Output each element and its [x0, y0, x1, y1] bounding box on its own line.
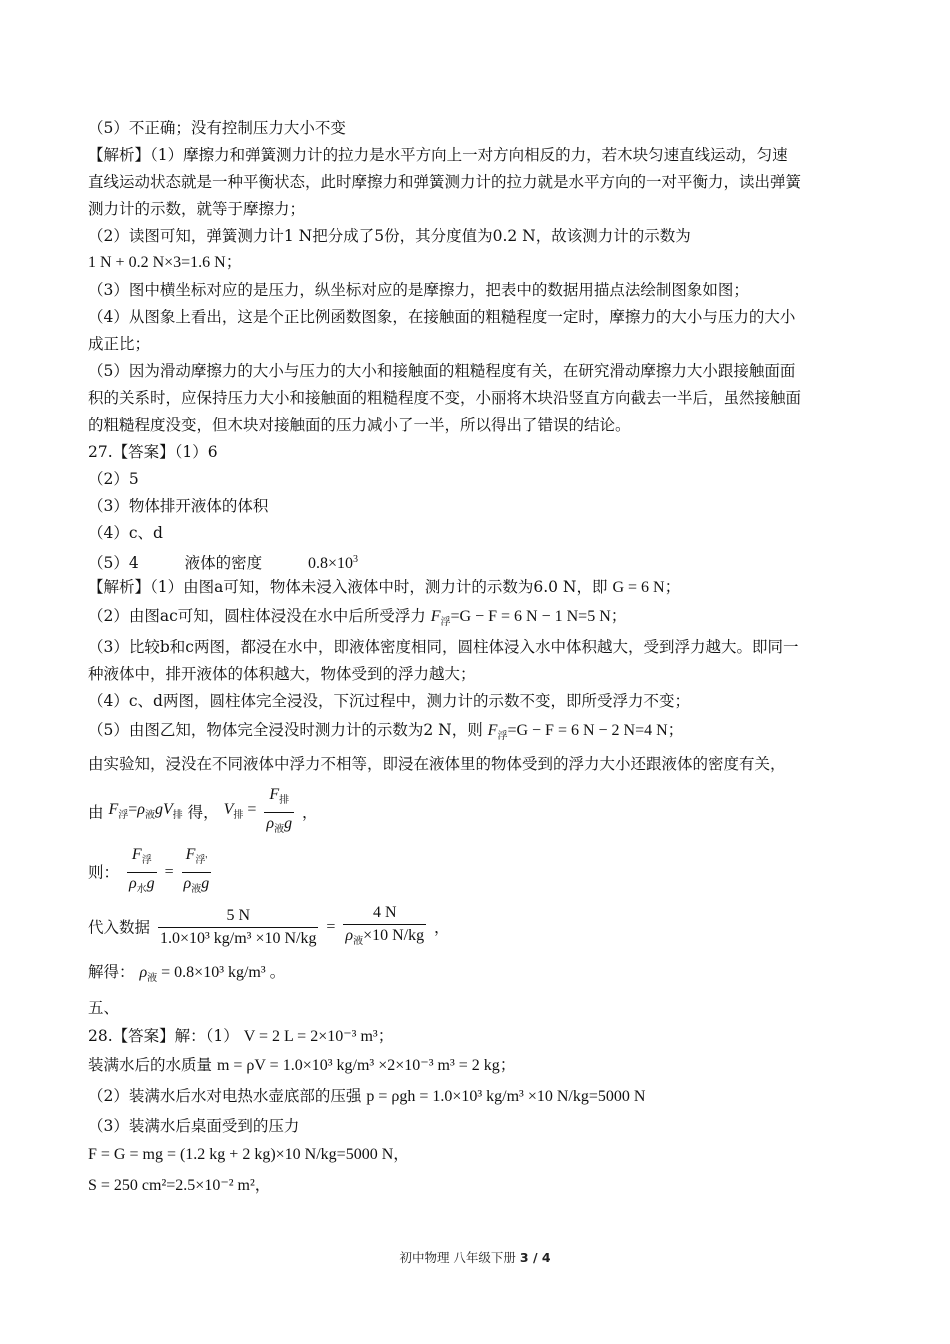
text-line: （5）因为滑动摩擦力的大小与压力的大小和接触面的粗糙程度有关，在研究滑动摩擦力大小跟接触面面 [88, 362, 796, 380]
answer-heading: 27.【答案】（1）6 [88, 443, 218, 461]
text-line: 【解析】（1）摩擦力和弹簧测力计的拉力是水平方向上一对方向相反的力，若木块匀速直线运动，匀速 [88, 146, 788, 164]
text-line: 由实验知，浸没在不同液体中浮力不相等，即浸在液体里的物体受到的浮力大小还跟液体的密度有关， [88, 755, 786, 773]
answer-part: $0.8\times 10^3$ [308, 554, 359, 572]
fraction: $\frac{4 N}{\rho_液\times 10 N/kg}$ [345, 904, 425, 947]
text-line: （5）由图乙知，物体完全浸没时测力计的示数为2 N，则 $F_浮=G - F = 6$ N − 2 N=4 N； [88, 721, 684, 742]
text-line: （4）c、d [88, 524, 163, 542]
page-footer [0, 1248, 950, 1266]
fraction: $\frac{5 N}{\text{1.0×10³ kg/m³ ×10 N/kg}}$ [159, 907, 317, 947]
text-line: 成正比； [88, 335, 151, 353]
text-line: 直线运动状态就是一种平衡状态，此时摩擦力和弹簧测力计的拉力就是水平方向的一对平衡力，读出弹簧 [88, 173, 802, 191]
section-heading: 五、 [88, 999, 120, 1017]
text-line: （4）c、d两图，圆柱体完全浸没，下沉过程中，测力计的示数不变，即所受浮力不变； [88, 692, 690, 710]
text-line: 【解析】（1）由图a可知，物体未浸入液体中时，测力计的示数为6.0 N，即 G = 6 N； [88, 578, 681, 596]
text-line: （2）由图ac可知，圆柱体浸没在水中后所受浮力 $F_浮=G - F = 6$ N − 1 N=5 N； [88, 607, 627, 628]
text-line: F = G = mg = (1.2 kg + 2 kg)×10 N/kg=5000 N， [88, 1146, 410, 1163]
formula-line: 由 $F_浮=\rho_液gV_排$ 得， $V_排$ = $\frac{F_排}{\rho_液g}$ ， [88, 786, 318, 839]
answer-part: 液体的密度 [184, 554, 263, 572]
fraction: $\frac{F_浮}{\rho_水g}$ [128, 846, 155, 895]
text-line: （4）从图象上看出，这是个正比例函数图象，在接触面的粗糙程度一定时，摩擦力的大小与压力的大小 [88, 308, 796, 326]
answer-part: （5）4 [88, 554, 139, 572]
text-line: （3）装满水后桌面受到的压力 [88, 1117, 300, 1135]
formula-line: 则： $\frac{F_浮}{\rho_水g}$ = $\frac{F_{浮'}}{\rho_液g}$ [88, 846, 214, 899]
text-line: （2）装满水后水对电热水壶底部的压强 p = ρgh = 1.0×10³ kg/m³ ×10 N/kg=5000 N [88, 1087, 646, 1105]
text-line: （3）物体排开液体的体积 [88, 497, 269, 515]
formula-line: 代入数据 $\frac{5 N}{\text{1.0×10³ kg/m³ ×10 N/kg}}$ = $\frac{4 N}{\rho_液\times 10 N/kg}$ ， [88, 904, 450, 951]
text-line: （2）读图可知，弹簧测力计1 N把分成了5份，其分度值为0.2 N，故该测力计的示数为 [88, 227, 691, 245]
text-line: 种液体中，排开液体的体积越大，物体受到的浮力越大； [88, 665, 476, 683]
text-line [88, 550, 358, 574]
text-line: 积的关系时，应保持压力大小和接触面的粗糙程度不变，小丽将木块沿竖直方向截去一半后，虽然接触面 [88, 389, 802, 407]
text-line: 1 N + 0.2 N×3=1.6 N； [88, 254, 242, 271]
fraction: $\frac{F_排}{\rho_液g}$ [266, 786, 293, 835]
text-line: （3）比较b和c两图，都浸在水中，即液体密度相同，圆柱体浸入水中体积越大，受到浮力越大。即同一 [88, 638, 799, 656]
text-line: 的粗糙程度没变，但木块对接触面的压力减小了一半，所以得出了错误的结论。 [88, 416, 631, 434]
text-line: 装满水后的水质量 m = ρV = 1.0×10³ kg/m³ ×2×10⁻³ m³ = 2 kg； [88, 1056, 516, 1074]
fraction: $\frac{F_{浮'}}{\rho_液g}$ [183, 846, 210, 895]
text-line: 测力计的示数，就等于摩擦力； [88, 200, 306, 218]
answer-heading: 28.【答案】解：（1） V = 2 L = 2×10⁻³ m³； [88, 1027, 394, 1045]
text-line: （2）5 [88, 470, 139, 488]
text-line: （5）不正确；没有控制压力大小不变 [88, 119, 346, 137]
footer-subject: 初中物理 八年级下册 [399, 1250, 520, 1265]
page-number: 3 / 4 [519, 1250, 551, 1265]
text-line: 解得： $\rho_液 = 0.8\times 10^3$ kg/m³ 。 [88, 963, 286, 984]
text-line: （3）图中横坐标对应的是压力，纵坐标对应的是摩擦力，把表中的数据用描点法绘制图象如图； [88, 281, 749, 299]
text-line: S = 250 cm²=2.5×10⁻² m²， [88, 1177, 271, 1194]
